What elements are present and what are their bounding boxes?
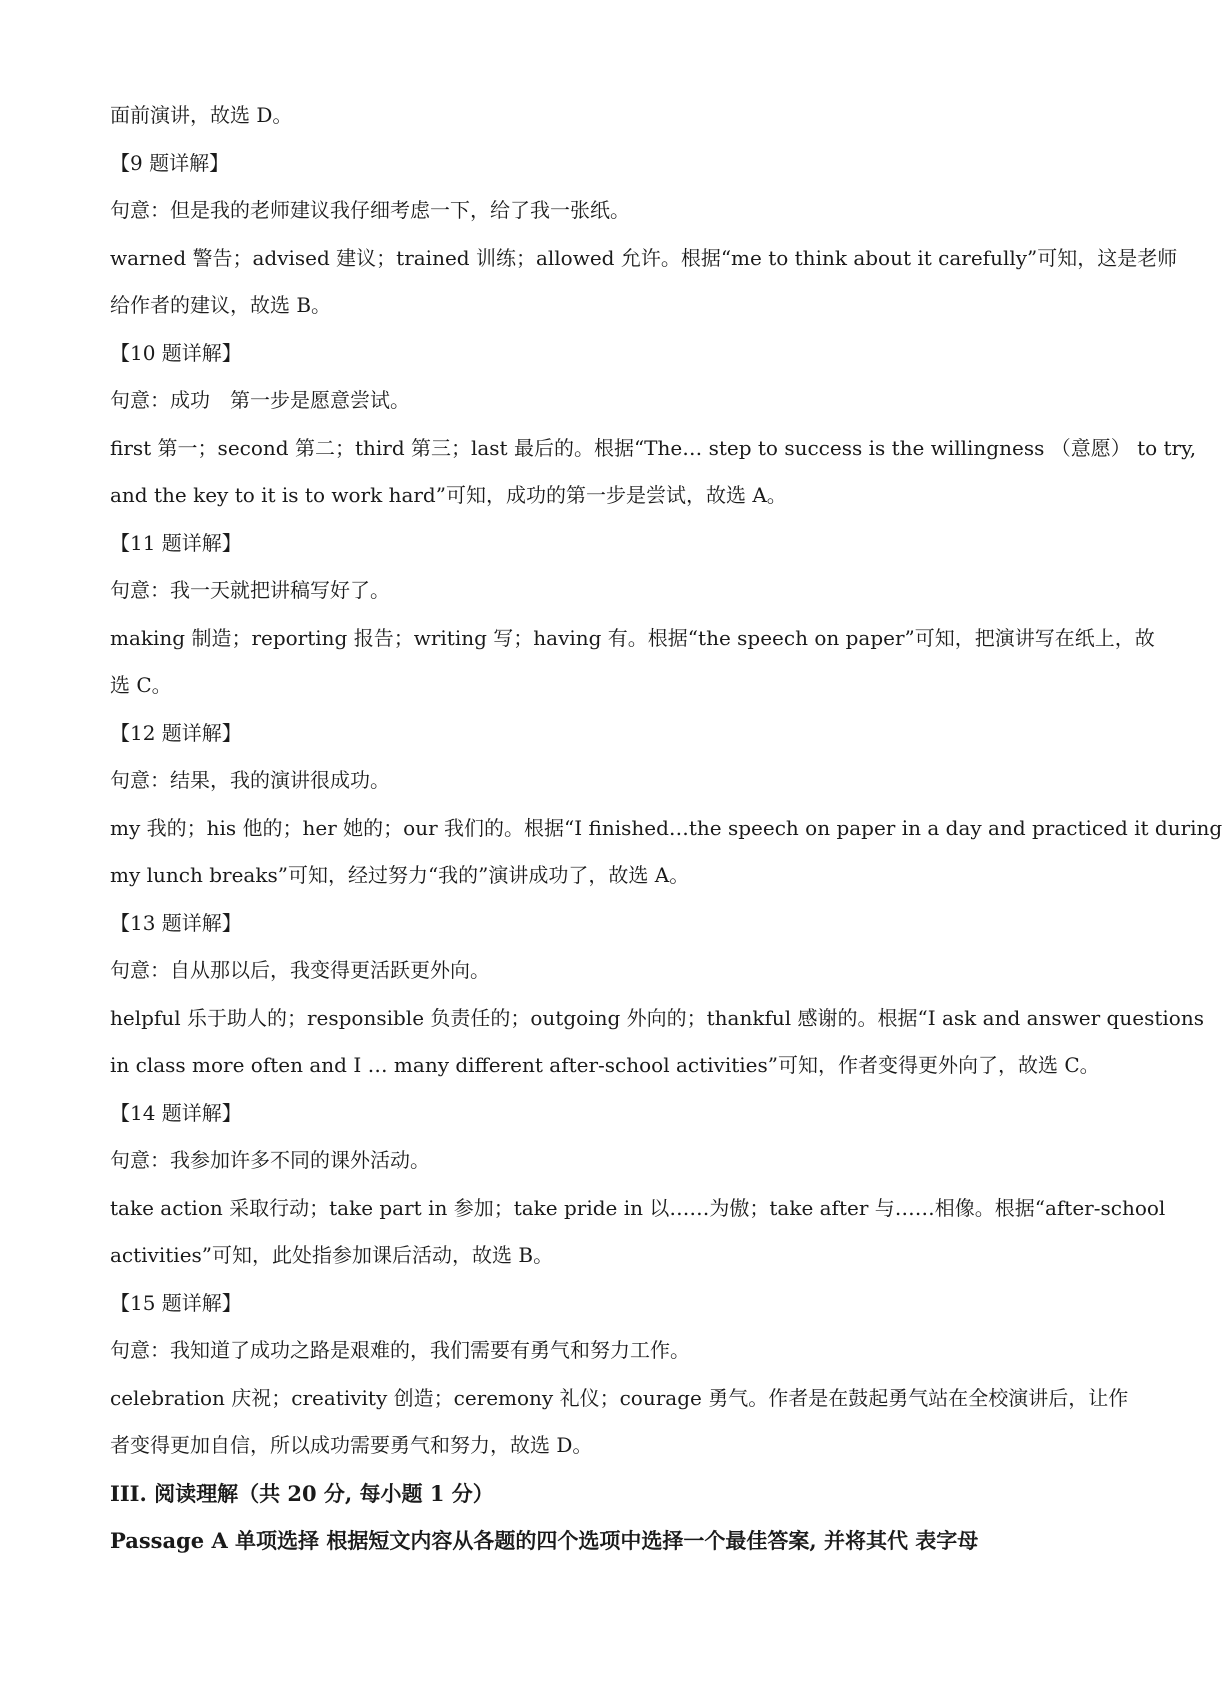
text-line: 句意：我知道了成功之路是艰难的，我们需要有勇气和努力工作。 xyxy=(110,1338,690,1362)
text-line: activities”可知，此处指参加课后活动，故选 B。 xyxy=(110,1243,554,1267)
text-line: 给作者的建议，故选 B。 xyxy=(110,293,332,317)
text-line: helpful 乐于助人的；responsible 负责任的；outgoing 外向的；thankful 感谢的。根据“I ask and answer questions xyxy=(110,1005,1204,1030)
text-line: warned 警告；advised 建议；trained 训练；allowed 允许。根据“me to think about it carefully”可知，这是老师 xyxy=(110,245,1178,270)
text-line: 句意：我参加许多不同的课外活动。 xyxy=(110,1148,430,1172)
text-line: celebration 庆祝；creativity 创造；ceremony 礼仪；courage 勇气。作者是在鼓起勇气站在全校演讲后，让作 xyxy=(110,1385,1129,1410)
text-line: 句意：但是我的老师建议我仔细考虑一下，给了我一张纸。 xyxy=(110,198,630,222)
text-line: and the key to it is to work hard”可知，成功的第一步是尝试，故选 A。 xyxy=(110,483,787,507)
text-line: 【13 题详解】 xyxy=(110,910,242,935)
text-line: in class more often and I … many different after-school activities”可知，作者变得更外向了，故选 C。 xyxy=(110,1053,1100,1077)
text-line: my lunch breaks”可知，经过努力“我的”演讲成功了，故选 A。 xyxy=(110,863,690,887)
text-line: 句意：结果，我的演讲很成功。 xyxy=(110,768,390,792)
text-line: 选 C。 xyxy=(110,673,172,697)
text-line: first 第一；second 第二；third 第三；last 最后的。根据“The… step to success is the willingness （意愿） to try, xyxy=(110,435,1197,460)
text-line: 者变得更加自信，所以成功需要勇气和努力，故选 D。 xyxy=(110,1433,593,1457)
text-line: 句意：成功 第一步是愿意尝试。 xyxy=(110,388,410,412)
text-line: 【10 题详解】 xyxy=(110,340,242,365)
section-heading: III. 阅读理解（共 20 分, 每小题 1 分） xyxy=(110,1480,494,1506)
text-line: 面前演讲，故选 D。 xyxy=(110,103,293,127)
document-page xyxy=(110,92,1222,1565)
text-line: my 我的；his 他的；her 她的；our 我们的。根据“I finished…the speech on paper in a day and practiced it during xyxy=(110,815,1222,840)
text-line: 【14 题详解】 xyxy=(110,1100,242,1125)
text-line: 句意：自从那以后，我变得更活跃更外向。 xyxy=(110,958,490,982)
text-line: making 制造；reporting 报告；writing 写；having 有。根据“the speech on paper”可知，把演讲写在纸上，故 xyxy=(110,625,1155,650)
text-line: 【15 题详解】 xyxy=(110,1290,242,1315)
text-line: 【9 题详解】 xyxy=(110,150,230,175)
text-line: 【11 题详解】 xyxy=(110,530,242,555)
text-line: 句意：我一天就把讲稿写好了。 xyxy=(110,578,390,602)
text-line: take action 采取行动；take part in 参加；take pride in 以……为傲；take after 与……相像。根据“after-school xyxy=(110,1195,1166,1220)
text-line: 【12 题详解】 xyxy=(110,720,242,745)
section-heading: Passage A 单项选择 根据短文内容从各题的四个选项中选择一个最佳答案, 并将其代 表字母 xyxy=(110,1528,979,1553)
